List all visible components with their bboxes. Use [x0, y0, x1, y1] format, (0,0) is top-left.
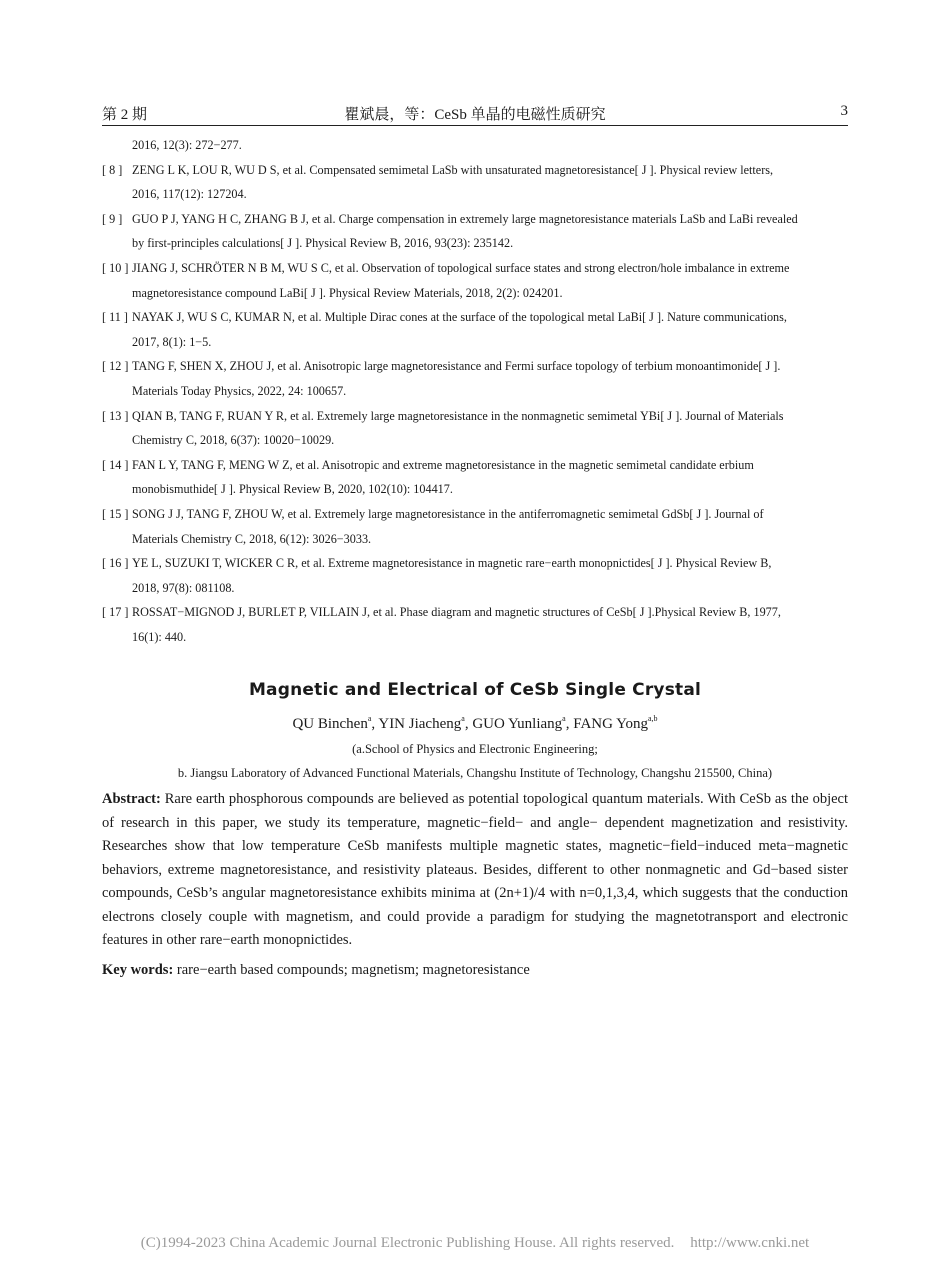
reference-text: 16(1): 440. [132, 629, 187, 644]
author-affiliation-mark: a [367, 714, 372, 723]
page-header [102, 103, 848, 126]
reference-text: 2018, 97(8): 081108. [132, 580, 235, 595]
author-separator: , [565, 716, 574, 732]
reference-item [102, 404, 850, 453]
issue-label: 第 2 期 [102, 107, 148, 123]
author-affiliation-mark: a [461, 714, 465, 723]
paper-title: Magnetic and Electrical of CeSb Single Crystal [248, 680, 702, 700]
keywords [102, 962, 848, 979]
page-footer [0, 1235, 950, 1252]
keywords-text: rare−earth based compounds; magnetism; magnetoresistance [173, 962, 530, 978]
abstract [102, 788, 848, 953]
reference-number: [ 15 ] [102, 506, 129, 521]
reference-text: Chemistry C, 2018, 6(37): 10020−10029. [132, 433, 335, 448]
reference-text: NAYAK J, WU S C, KUMAR N, et al. Multiple Dirac cones at the surface of the topological metal LaBi[ J ]. Nature communications, [132, 310, 787, 325]
reference-text: YE L, SUZUKI T, WICKER C R, et al. Extreme magnetoresistance in magnetic rare−earth monopnictides[ J ]. Physical Review B, [132, 556, 772, 571]
reference-text: SONG J J, TANG F, ZHOU W, et al. Extremely large magnetoresistance in the antiferromagnetic semimetal GdSb[ J ]. Journal of [132, 506, 764, 521]
reference-item [102, 207, 850, 256]
author-affiliation-mark: a,b [648, 714, 658, 723]
reference-item [102, 600, 850, 649]
author-name: FANG Yong [573, 716, 648, 732]
reference-number: [ 16 ] [102, 556, 129, 571]
reference-text: Materials Chemistry C, 2018, 6(12): 3026−3033. [132, 531, 372, 546]
author-separator: , [371, 716, 379, 732]
author-name: QU Binchen [292, 716, 368, 732]
reference-item [102, 354, 850, 403]
author-name: GUO Yunliang [472, 716, 563, 732]
reference-number: [ 12 ] [102, 359, 129, 374]
reference-item [102, 158, 850, 207]
author-affiliation-mark: a [562, 714, 566, 723]
reference-item [102, 256, 850, 305]
author-list [0, 716, 950, 733]
reference-text: ROSSAT−MIGNOD J, BURLET P, VILLAIN J, et al. Phase diagram and magnetic structures of CeSb[ J ].Physical Review B, 1977, [132, 605, 781, 620]
copyright-notice: (C)1994-2023 China Academic Journal Electronic Publishing House. All rights reserved. [140, 1235, 675, 1251]
reference-item [102, 453, 850, 502]
reference-text: by first-principles calculations[ J ]. Physical Review B, 2016, 93(23): 235142. [132, 236, 514, 251]
reference-text: Materials Today Physics, 2022, 24: 100657. [132, 383, 347, 398]
page-number: 3 [840, 103, 848, 119]
author-name: YIN Jiacheng [378, 716, 462, 732]
reference-text: JIANG J, SCHRÖTER N B M, WU S C, et al. Observation of topological surface states and strong electron/hole imbalance in extreme [132, 260, 790, 275]
reference-number: [ 17 ] [102, 605, 129, 620]
reference-number: [ 13 ] [102, 408, 129, 423]
reference-text: GUO P J, YANG H C, ZHANG B J, et al. Charge compensation in extremely large magnetoresistance materials LaSb and LaBi revealed [132, 211, 798, 226]
reference-item [102, 305, 850, 354]
footer-url: http://www.cnki.net [690, 1235, 810, 1251]
reference-text: magnetoresistance compound LaBi[ J ]. Physical Review Materials, 2018, 2(2): 024201. [132, 285, 563, 300]
reference-text: monobismuthide[ J ]. Physical Review B, 2020, 102(10): 104417. [132, 482, 453, 497]
running-title: 瞿斌晨，等：CeSb 单晶的电磁性质研究 [344, 107, 606, 123]
reference-item [102, 551, 850, 600]
reference-number: [ 10 ] [102, 260, 129, 275]
abstract-text: Rare earth phosphorous compounds are believed as potential topological quantum materials. With CeSb as the object of research in this paper, we study its temperature, magnetic−field− and angle− dependent magnetization and resistivity. Researches show that low temperature CeSb manifests multiple magnetic states, magnetic−field−induced meta−magnetic behaviors, extreme magnetoresistance, and resistivity plateaus. Besides, different to other nonmagnetic and Gd−based sister compounds, CeSb’s angular magnetoresistance exhibits minima at (2n+1)/4 with n=0,1,3,4, which suggests that the conduction electrons closely couple with magnetism, and could provide a paradigm for studying the magnetotransport and electronic features in other rare−earth monopnictides. [102, 791, 848, 948]
keywords-label: Key words: [102, 962, 174, 978]
reference-text: 2017, 8(1): 1−5. [132, 334, 212, 349]
reference-list [102, 133, 850, 649]
reference-continuation: 2016, 12(3): 272−277. [132, 138, 242, 152]
reference-number: [ 8 ] [102, 162, 123, 177]
abstract-label: Abstract: [102, 791, 161, 807]
reference-number: [ 11 ] [102, 310, 128, 325]
affiliation-b: b. Jiangsu Laboratory of Advanced Functional Materials, Changshu Institute of Technology, Changshu 215500, China) [177, 766, 773, 780]
reference-text: FAN L Y, TANG F, MENG W Z, et al. Anisotropic and extreme magnetoresistance in the magnetic semimetal candidate erbium [132, 457, 754, 472]
reference-text: TANG F, SHEN X, ZHOU J, et al. Anisotropic large magnetoresistance and Fermi surface topology of terbium monoantimonide[ J ]. [132, 359, 781, 374]
reference-text: ZENG L K, LOU R, WU D S, et al. Compensated semimetal LaSb with unsaturated magnetoresistance[ J ]. Physical review letters, [132, 162, 774, 177]
reference-text: QIAN B, TANG F, RUAN Y R, et al. Extremely large magnetoresistance in the nonmagnetic semimetal YBi[ J ]. Journal of Materials [132, 408, 784, 423]
affiliation-a: (a.School of Physics and Electronic Engineering; [352, 742, 598, 756]
author-separator: , [464, 716, 473, 732]
reference-number: [ 9 ] [102, 211, 123, 226]
reference-text: 2016, 117(12): 127204. [132, 187, 247, 202]
reference-number: [ 14 ] [102, 457, 129, 472]
reference-item [102, 502, 850, 551]
